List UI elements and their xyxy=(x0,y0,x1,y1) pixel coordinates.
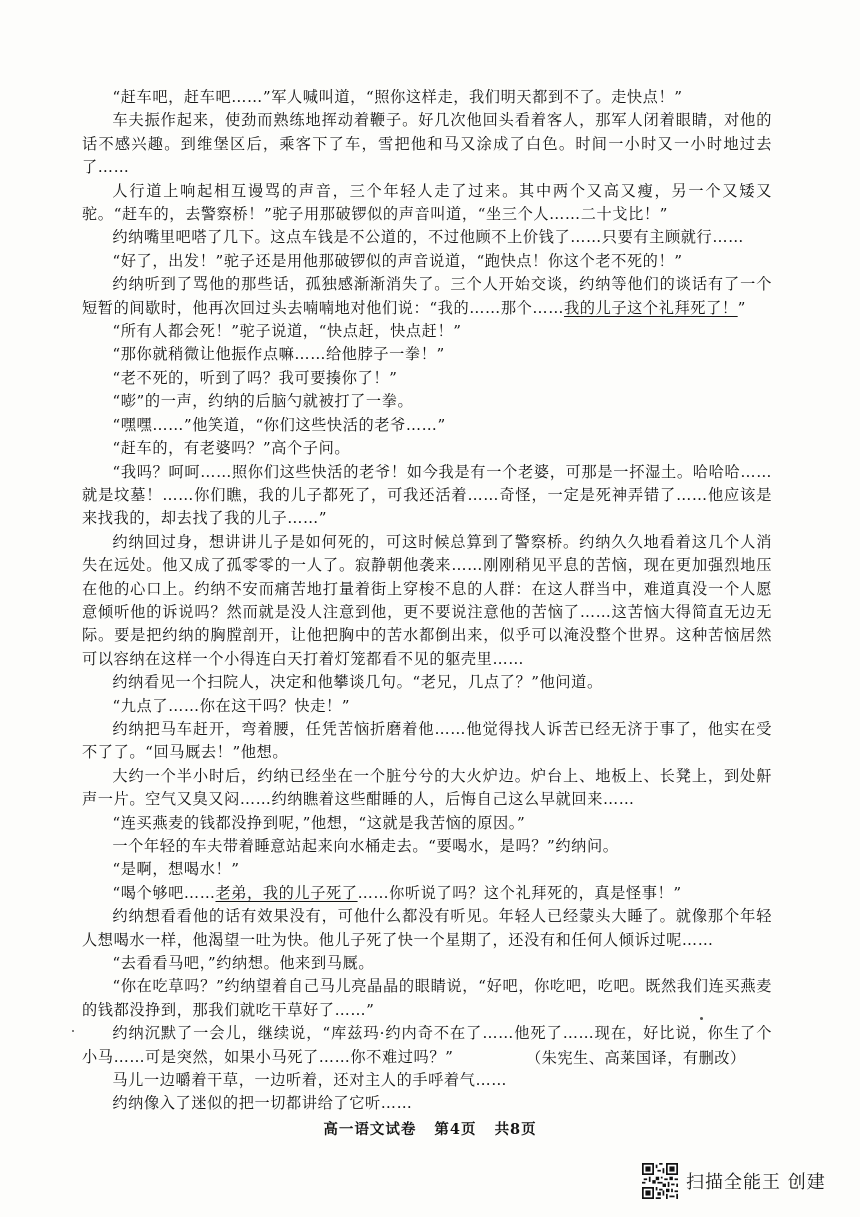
paragraph xyxy=(82,695,772,718)
paragraph xyxy=(82,531,772,671)
paragraph xyxy=(82,718,772,765)
text-run: “连买燕麦的钱都没挣到呢，”他想，“这就是我苦恼的原因。” xyxy=(112,813,526,832)
text-run: “老不死的，听到了吗？我可要揍你了！” xyxy=(112,368,398,387)
paragraph xyxy=(82,975,772,1022)
paragraph xyxy=(82,671,772,694)
text-run: “赶车吧，赶车吧……”军人喊叫道，“照你这样走，我们明天都到不了。走快点！” xyxy=(112,88,683,106)
paragraph xyxy=(82,858,772,881)
text-run: “嘭”的一声，约纳的后脑勺就被打了一拳。 xyxy=(112,392,414,411)
text-run: “我吗？呵呵……照你们这些快活的老爷！如今我是有一个老婆，可那是一抔湿土。哈哈哈……就是坟墓！……你们瞧，我的儿子都死了，可我还活着……奇怪，一定是死神弄错了……他应该是来找我的，却去找了我的儿子……” xyxy=(82,462,772,528)
text-run: “去看看马吧，”约纳想。他来到马厩。 xyxy=(112,954,375,973)
paragraph xyxy=(82,765,772,812)
text-run: “是啊，想喝水！” xyxy=(112,860,240,879)
text-run: “好了，出发！”驼子还是用他那破锣似的声音说道，“跑快点！你这个老不死的！” xyxy=(112,251,683,270)
text-run: “嘿嘿……”他笑道，“你们这些快活的老爷……” xyxy=(112,415,446,434)
paragraph xyxy=(82,250,772,273)
paragraph xyxy=(82,180,772,227)
text-run: 一个年轻的车夫带着睡意站起来向水桶走去。“要喝水，是吗？”约纳问。 xyxy=(112,837,619,855)
scanner-watermark xyxy=(642,1163,826,1199)
paragraph xyxy=(82,952,772,975)
paragraph xyxy=(82,882,772,905)
text-run: “所有人都会死！”驼子说道，“快点赶，快点赶！” xyxy=(112,322,462,341)
text-run: “赶车的，有老婆吗？”高个子问。 xyxy=(112,439,351,458)
text-run: 大约一个半小时后，约纳已经坐在一个脏兮兮的大火炉边。炉台上、地板上、长凳上，到处鼾声一片。空气又臭又闷……约纳瞧着这些酣睡的人，后悔自己这么早就回来…… xyxy=(82,766,772,809)
text-run: “九点了……你在这干吗？快走！” xyxy=(112,696,351,715)
paragraph xyxy=(82,905,772,952)
paragraph xyxy=(82,86,772,109)
underlined-sentence: 老弟，我的儿子死了 xyxy=(215,883,358,902)
text-run: “你在吃草吗？”约纳望着自己马儿亮晶晶的眼睛说，“好吧，你吃吧，吃吧。既然我们连买燕麦的钱都没挣到，那我们就吃干草好了……” xyxy=(82,977,772,1019)
text-run: 马儿一边嚼着干草，一边听着，还对主人的手呼着气…… xyxy=(112,1071,508,1090)
paragraph xyxy=(82,1092,772,1115)
text-run: 约纳把马车赶开，弯着腰，任凭苦恼折磨着他……他觉得找人诉苦已经无济于事了，他实在受不了了。“回马厩去！”他想。 xyxy=(82,719,772,762)
text-run: ” xyxy=(737,298,747,317)
scan-speck xyxy=(700,1017,703,1020)
paragraph xyxy=(82,437,772,460)
text-run: 人行道上响起相互谩骂的声音，三个年轻人走了过来。其中两个又高又瘦，另一个又矮又驼。“赶车的，去警察桥！”驼子用那破锣似的声音叫道，“坐三个人……二十戈比！” xyxy=(82,181,772,224)
text-run: “那你就稍微让他振作点嘛……给他脖子一拳！” xyxy=(112,345,445,364)
qr-code-icon xyxy=(642,1163,678,1199)
paragraph xyxy=(82,109,772,179)
underlined-sentence: 我的儿子这个礼拜死了！ xyxy=(564,298,738,317)
text-run: 约纳看见一个扫院人，决定和他攀谈几句。“老兄，几点了？”他问道。 xyxy=(112,673,603,692)
paragraph xyxy=(82,812,772,835)
exam-title: 高一语文试卷 xyxy=(323,1121,417,1138)
text-run: 约纳像入了迷似的把一切都讲给了它听…… xyxy=(112,1094,413,1113)
text-run: ……你听说了吗？这个礼拜死的，真是怪事！” xyxy=(357,883,682,902)
paragraph xyxy=(82,273,772,320)
text-run: “喝个够吧…… xyxy=(112,883,216,902)
text-run: 约纳沉默了一会儿，继续说，“库兹玛·约内奇不在了……他死了……现在，好比说，你生了个小马……可是突然，如果小马死了……你不难过吗？” xyxy=(82,1024,772,1066)
scan-speck xyxy=(72,1030,74,1032)
total-pages: 共8页 xyxy=(494,1121,537,1138)
paragraph xyxy=(82,226,772,249)
paragraph xyxy=(82,343,772,366)
text-run: 约纳听到了骂他的那些话，孤独感渐渐消失了。三个人开始交谈，约纳等他们的谈话有了一个短暂的间歇时，他再次回过头去喃喃地对他们说：“我的……那个…… xyxy=(82,275,772,317)
text-run: 约纳回过身，想讲讲儿子是如何死的，可这时候总算到了警察桥。约纳久久地看着这几个人消失在远处。他又成了孤零零的一人了。寂静朝他袭来……刚刚稍见平息的苦恼，现在更加强烈地压在他的心口上。约纳不安而痛苦地打量着街上穿梭不息的人群：在这人群当中，难道真没一个人愿意倾听他的诉说吗？然而就是没人注意到他，更不要说注意他的苦恼了……这苦恼大得简直无边无际。要是把约纳的胸膛剖开，让他把胸中的苦水都倒出来，似乎可以淹没整个世界。这种苦恼居然可以容纳在这样一个小得连白天打着灯笼都看不见的躯壳里…… xyxy=(82,532,772,668)
paragraph xyxy=(82,390,772,413)
source-note: （朱宪生、高莱国译，有删改） xyxy=(526,1049,746,1067)
text-run: 约纳嘴里吧嗒了几下。这点车钱是不公道的，不过他顾不上价钱了……只要有主顾就行…… xyxy=(112,228,744,247)
page-number: 第4页 xyxy=(434,1121,477,1138)
paragraph xyxy=(82,461,772,531)
text-run: 车夫振作起来，使劲而熟练地挥动着鞭子。好几次他回头看着客人，那军人闭着眼睛，对他的话不感兴趣。到维堡区后，乘客下了车，雪把他和马又涂成了白色。时间一小时又一小时地过去了…… xyxy=(82,111,772,177)
paragraph xyxy=(82,835,772,858)
paragraph xyxy=(82,367,772,390)
paragraph xyxy=(82,320,772,343)
paragraph xyxy=(82,414,772,437)
article-body xyxy=(82,86,772,1116)
page-footer xyxy=(0,1118,860,1139)
paragraph xyxy=(82,1069,772,1092)
watermark-text: 扫描全能王 创建 xyxy=(686,1172,826,1193)
text-run: 约纳想看看他的话有效果没有，可他什么都没有听见。年轻人已经蒙头大睡了。就像那个年轻人想喝水一样，他渴望一吐为快。他儿子死了快一个星期了，还没有和任何人倾诉过呢…… xyxy=(82,907,772,949)
